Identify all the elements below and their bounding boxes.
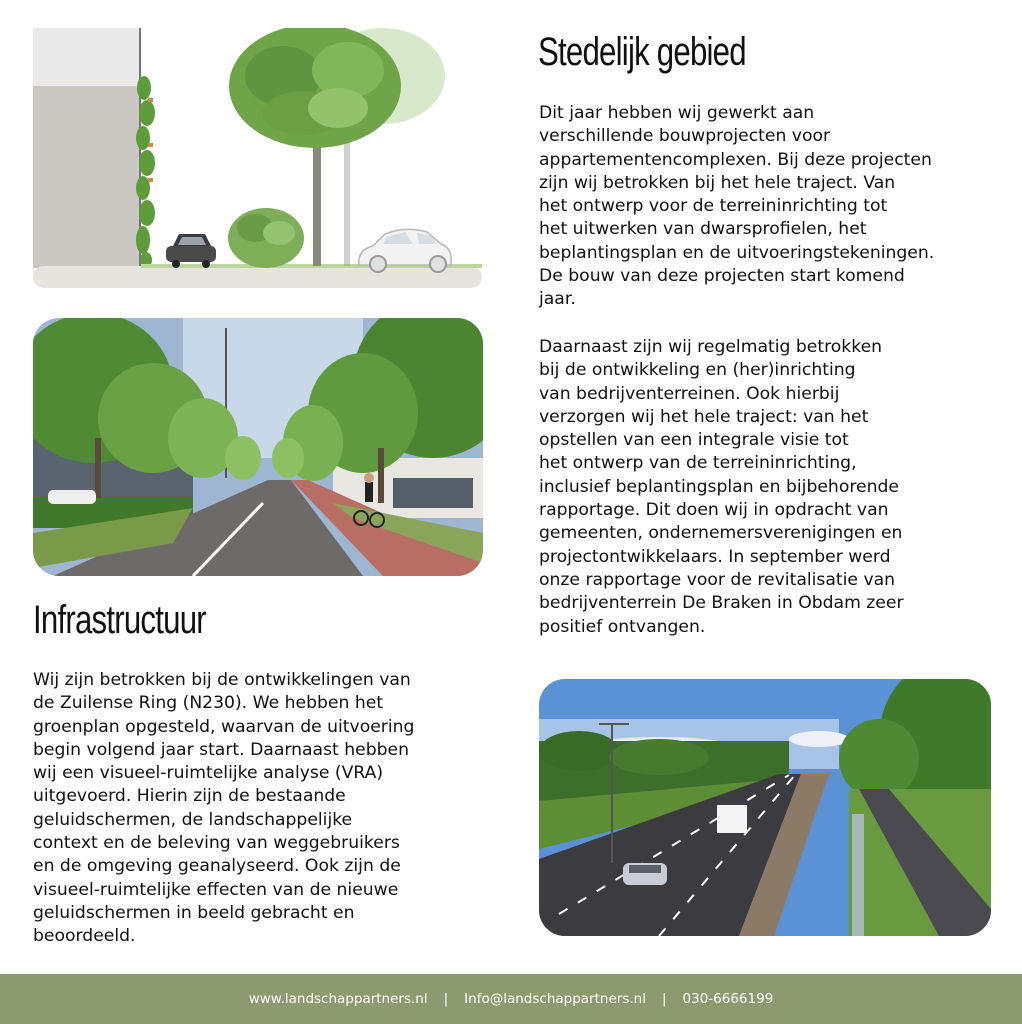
- stedelijk-paragraph-1: [539, 102, 934, 312]
- text-line: uitgevoerd. Hierin zijn de bestaande: [33, 786, 346, 807]
- footer-email-link[interactable]: Info@landschappartners.nl: [464, 991, 646, 1007]
- text-line: bij de ontwikkeling en (her)inrichting: [539, 360, 856, 381]
- text-line: visueel-ruimtelijke effecten van de nieuwe: [33, 879, 399, 900]
- text-line: begin volgend jaar start. Daarnaast hebben: [33, 739, 410, 760]
- text-line: en de omgeving geanalyseerd. Ook zijn de: [33, 856, 401, 877]
- footer-separator: |: [443, 991, 449, 1007]
- text-line: beplantingsplan en de uitvoeringstekeningen.: [539, 242, 935, 263]
- footer-bar: [0, 974, 1022, 1024]
- text-line: het ontwerp van de terreininrichting,: [539, 453, 857, 474]
- text-line: het ontwerp voor de terreininrichting tot: [539, 196, 888, 217]
- text-line: Dit jaar hebben wij gewerkt aan: [539, 103, 815, 123]
- footer-website-link[interactable]: www.landschappartners.nl: [248, 991, 428, 1007]
- text-line: context en de beleving van weggebruikers: [33, 833, 400, 854]
- text-line: het uitwerken van dwarsprofielen, het: [539, 219, 867, 240]
- text-line: projectontwikkelaars. In september werd: [539, 546, 891, 567]
- footer-separator: |: [661, 991, 667, 1007]
- industrial-street-photo: [33, 318, 483, 576]
- text-line: van bedrijventerreinen. Ook hierbij: [539, 383, 840, 404]
- text-line: inclusief beplantingsplan en bijbehorende: [539, 476, 899, 497]
- text-line: verschillende bouwprojecten voor: [539, 126, 831, 147]
- text-line: Wij zijn betrokken bij de ontwikkelingen van: [33, 670, 411, 690]
- stedelijk-paragraph-2: [539, 336, 904, 639]
- text-line: positief ontvangen.: [539, 616, 706, 637]
- street-section-illustration: [33, 28, 482, 288]
- text-line: bedrijventerrein De Braken in Obdam zeer: [539, 593, 904, 614]
- highway-photo: [539, 679, 991, 936]
- text-line: gemeenten, ondernemersverenigingen en: [539, 523, 903, 544]
- text-line: De bouw van deze projecten start komend: [539, 266, 905, 287]
- text-line: beoordeeld.: [33, 926, 136, 947]
- heading-infrastructuur: Infrastructuur: [33, 598, 206, 642]
- text-line: rapportage. Dit doen wij in opdracht van: [539, 500, 889, 521]
- text-line: verzorgen wij het hele traject: van het: [539, 406, 869, 427]
- text-line: groenplan opgesteld, waarvan de uitvoering: [33, 716, 415, 737]
- text-line: wij een visueel-ruimtelijke analyse (VRA): [33, 763, 384, 784]
- text-line: de Zuilense Ring (N230). We hebben het: [33, 693, 384, 714]
- text-line: jaar.: [539, 289, 576, 310]
- text-line: Daarnaast zijn wij regelmatig betrokken: [539, 337, 883, 357]
- text-line: onze rapportage voor de revitalisatie van: [539, 569, 896, 590]
- heading-stedelijk-gebied: Stedelijk gebied: [538, 30, 746, 74]
- footer-phone: 030-6666199: [682, 991, 774, 1007]
- text-line: appartementencomplexen. Bij deze projecten: [539, 149, 932, 170]
- text-line: zijn wij betrokken bij het hele traject. Van: [539, 172, 896, 193]
- text-line: geluidschermen, de landschappelijke: [33, 809, 353, 830]
- infrastructuur-paragraph: [33, 669, 414, 949]
- text-line: opstellen van een integrale visie tot: [539, 430, 849, 451]
- text-line: geluidschermen in beeld gebracht en: [33, 902, 355, 923]
